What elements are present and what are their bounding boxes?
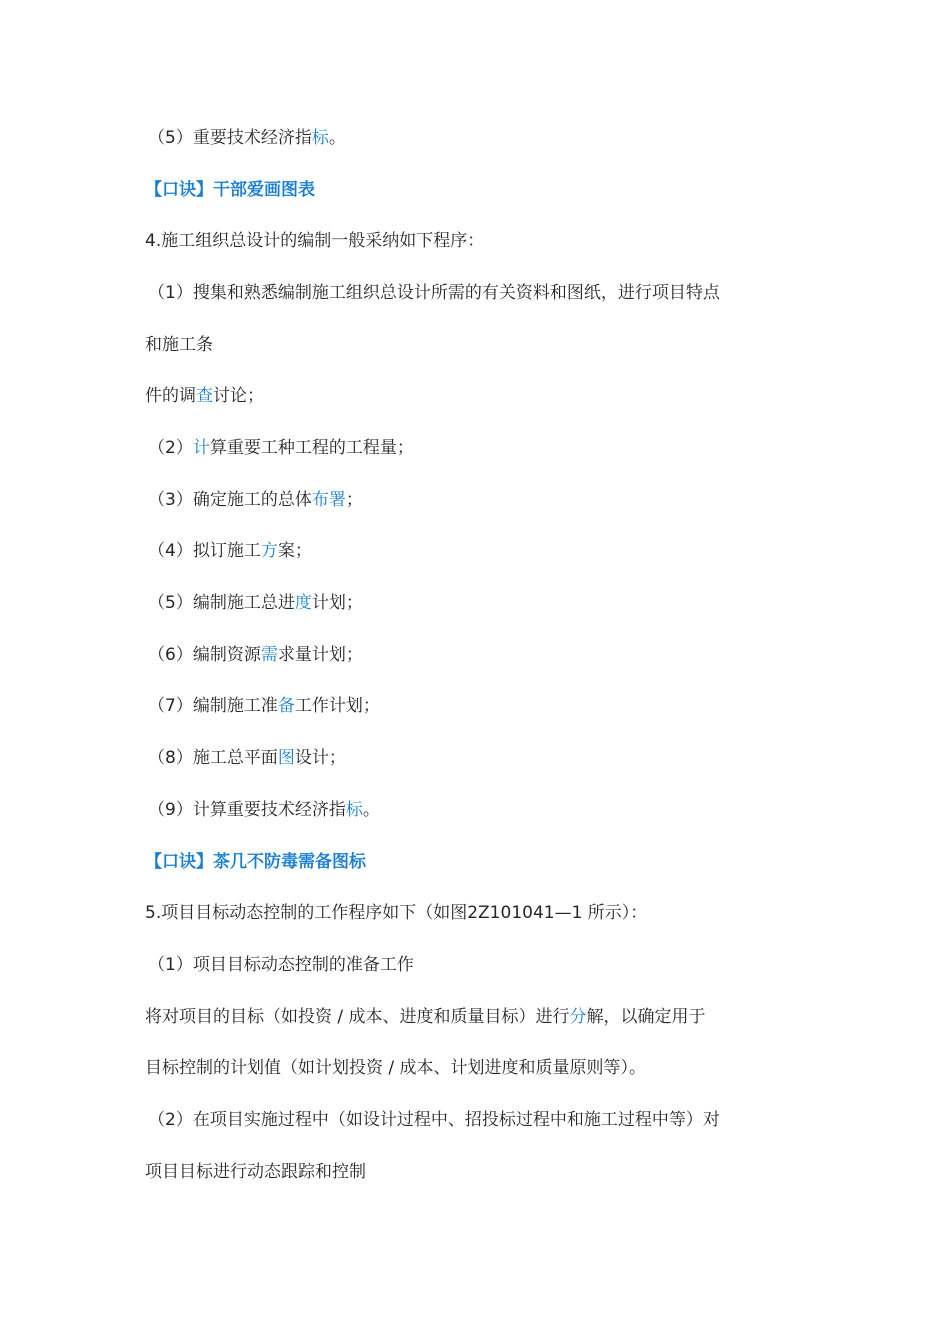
line-text: 5.项目目标动态控制的工作程序如下（如图2Z101041—1 所示）： (145, 903, 648, 923)
text-line (148, 592, 363, 614)
line-text: 解，以确定用于 (586, 1007, 706, 1027)
line-text: 和施工条 (145, 335, 213, 355)
text-line (148, 127, 346, 149)
line-text: （1）项目目标动态控制的准备工作 (148, 955, 414, 975)
line-text: 项目目标进行动态跟踪和控制 (145, 1162, 366, 1182)
line-text: （7）编制施工准 (148, 696, 278, 716)
section-heading (145, 902, 647, 924)
highlight-text: 分 (569, 1007, 587, 1027)
section-heading (145, 230, 484, 252)
line-text: 目标控制的计划值（如计划投资 / 成本、计划进度和质量原则等）。 (145, 1058, 647, 1078)
line-text: 工作计划； (294, 696, 380, 716)
line-text: 案； (277, 541, 312, 561)
line-text: ； (345, 490, 363, 510)
line-text: 计划； (311, 593, 363, 613)
text-line (148, 489, 363, 511)
text-line (148, 747, 346, 769)
line-text: 。 (362, 800, 380, 820)
text-line (145, 385, 264, 407)
text-line (148, 540, 312, 562)
text-line (148, 1109, 720, 1131)
text-line (148, 954, 414, 976)
line-text: 讨论； (213, 386, 264, 406)
line-text: （3）确定施工的总体 (148, 490, 312, 510)
text-line (148, 695, 380, 717)
line-text: 。 (328, 128, 346, 148)
line-text: （8）施工总平面 (148, 748, 278, 768)
line-text: 设计； (294, 748, 346, 768)
text-line (145, 1161, 366, 1183)
highlight-text: 度 (294, 593, 312, 613)
line-text: （6）编制资源 (148, 645, 261, 665)
line-text: 求量计划； (277, 645, 363, 665)
highlight-text: 方 (260, 541, 278, 561)
mnemonic-heading: 【口诀】干部爱画图表 (145, 180, 315, 200)
text-line (145, 1006, 706, 1028)
highlight-text: 图 (277, 748, 295, 768)
highlight-text: 查 (196, 386, 213, 406)
line-text: （4）拟订施工 (148, 541, 261, 561)
line-text: 件的调 (145, 386, 196, 406)
line-text: （5）编制施工总进 (148, 593, 295, 613)
highlight-text: 布署 (311, 490, 346, 510)
text-line (148, 282, 720, 304)
highlight-text: 标 (345, 800, 363, 820)
mnemonic-heading: 【口诀】茶几不防毒需备图标 (145, 852, 366, 872)
line-text: （2）在项目实施过程中（如设计过程中、招投标过程中和施工过程中等）对 (148, 1110, 720, 1130)
highlight-text: 标 (311, 128, 329, 148)
line-text: （5）重要技术经济指 (148, 128, 312, 148)
text-line (145, 334, 213, 356)
highlight-text: 备 (277, 696, 295, 716)
text-line (148, 644, 363, 666)
highlight-text: 需 (260, 645, 278, 665)
text-line (148, 799, 380, 821)
line-text: （2） (148, 438, 193, 458)
line-text: 4.施工组织总设计的编制一般采纳如下程序： (145, 231, 485, 251)
line-text: （9）计算重要技术经济指 (148, 800, 346, 820)
text-line (148, 437, 414, 459)
line-text: 算重要工种工程的工程量； (209, 438, 414, 458)
text-line (145, 1057, 646, 1079)
line-text: 将对项目的目标（如投资 / 成本、进度和质量目标）进行 (145, 1007, 570, 1027)
line-text: （1）搜集和熟悉编制施工组织总设计所需的有关资料和图纸，进行项目特点 (148, 283, 720, 303)
highlight-text: 计 (192, 438, 210, 458)
